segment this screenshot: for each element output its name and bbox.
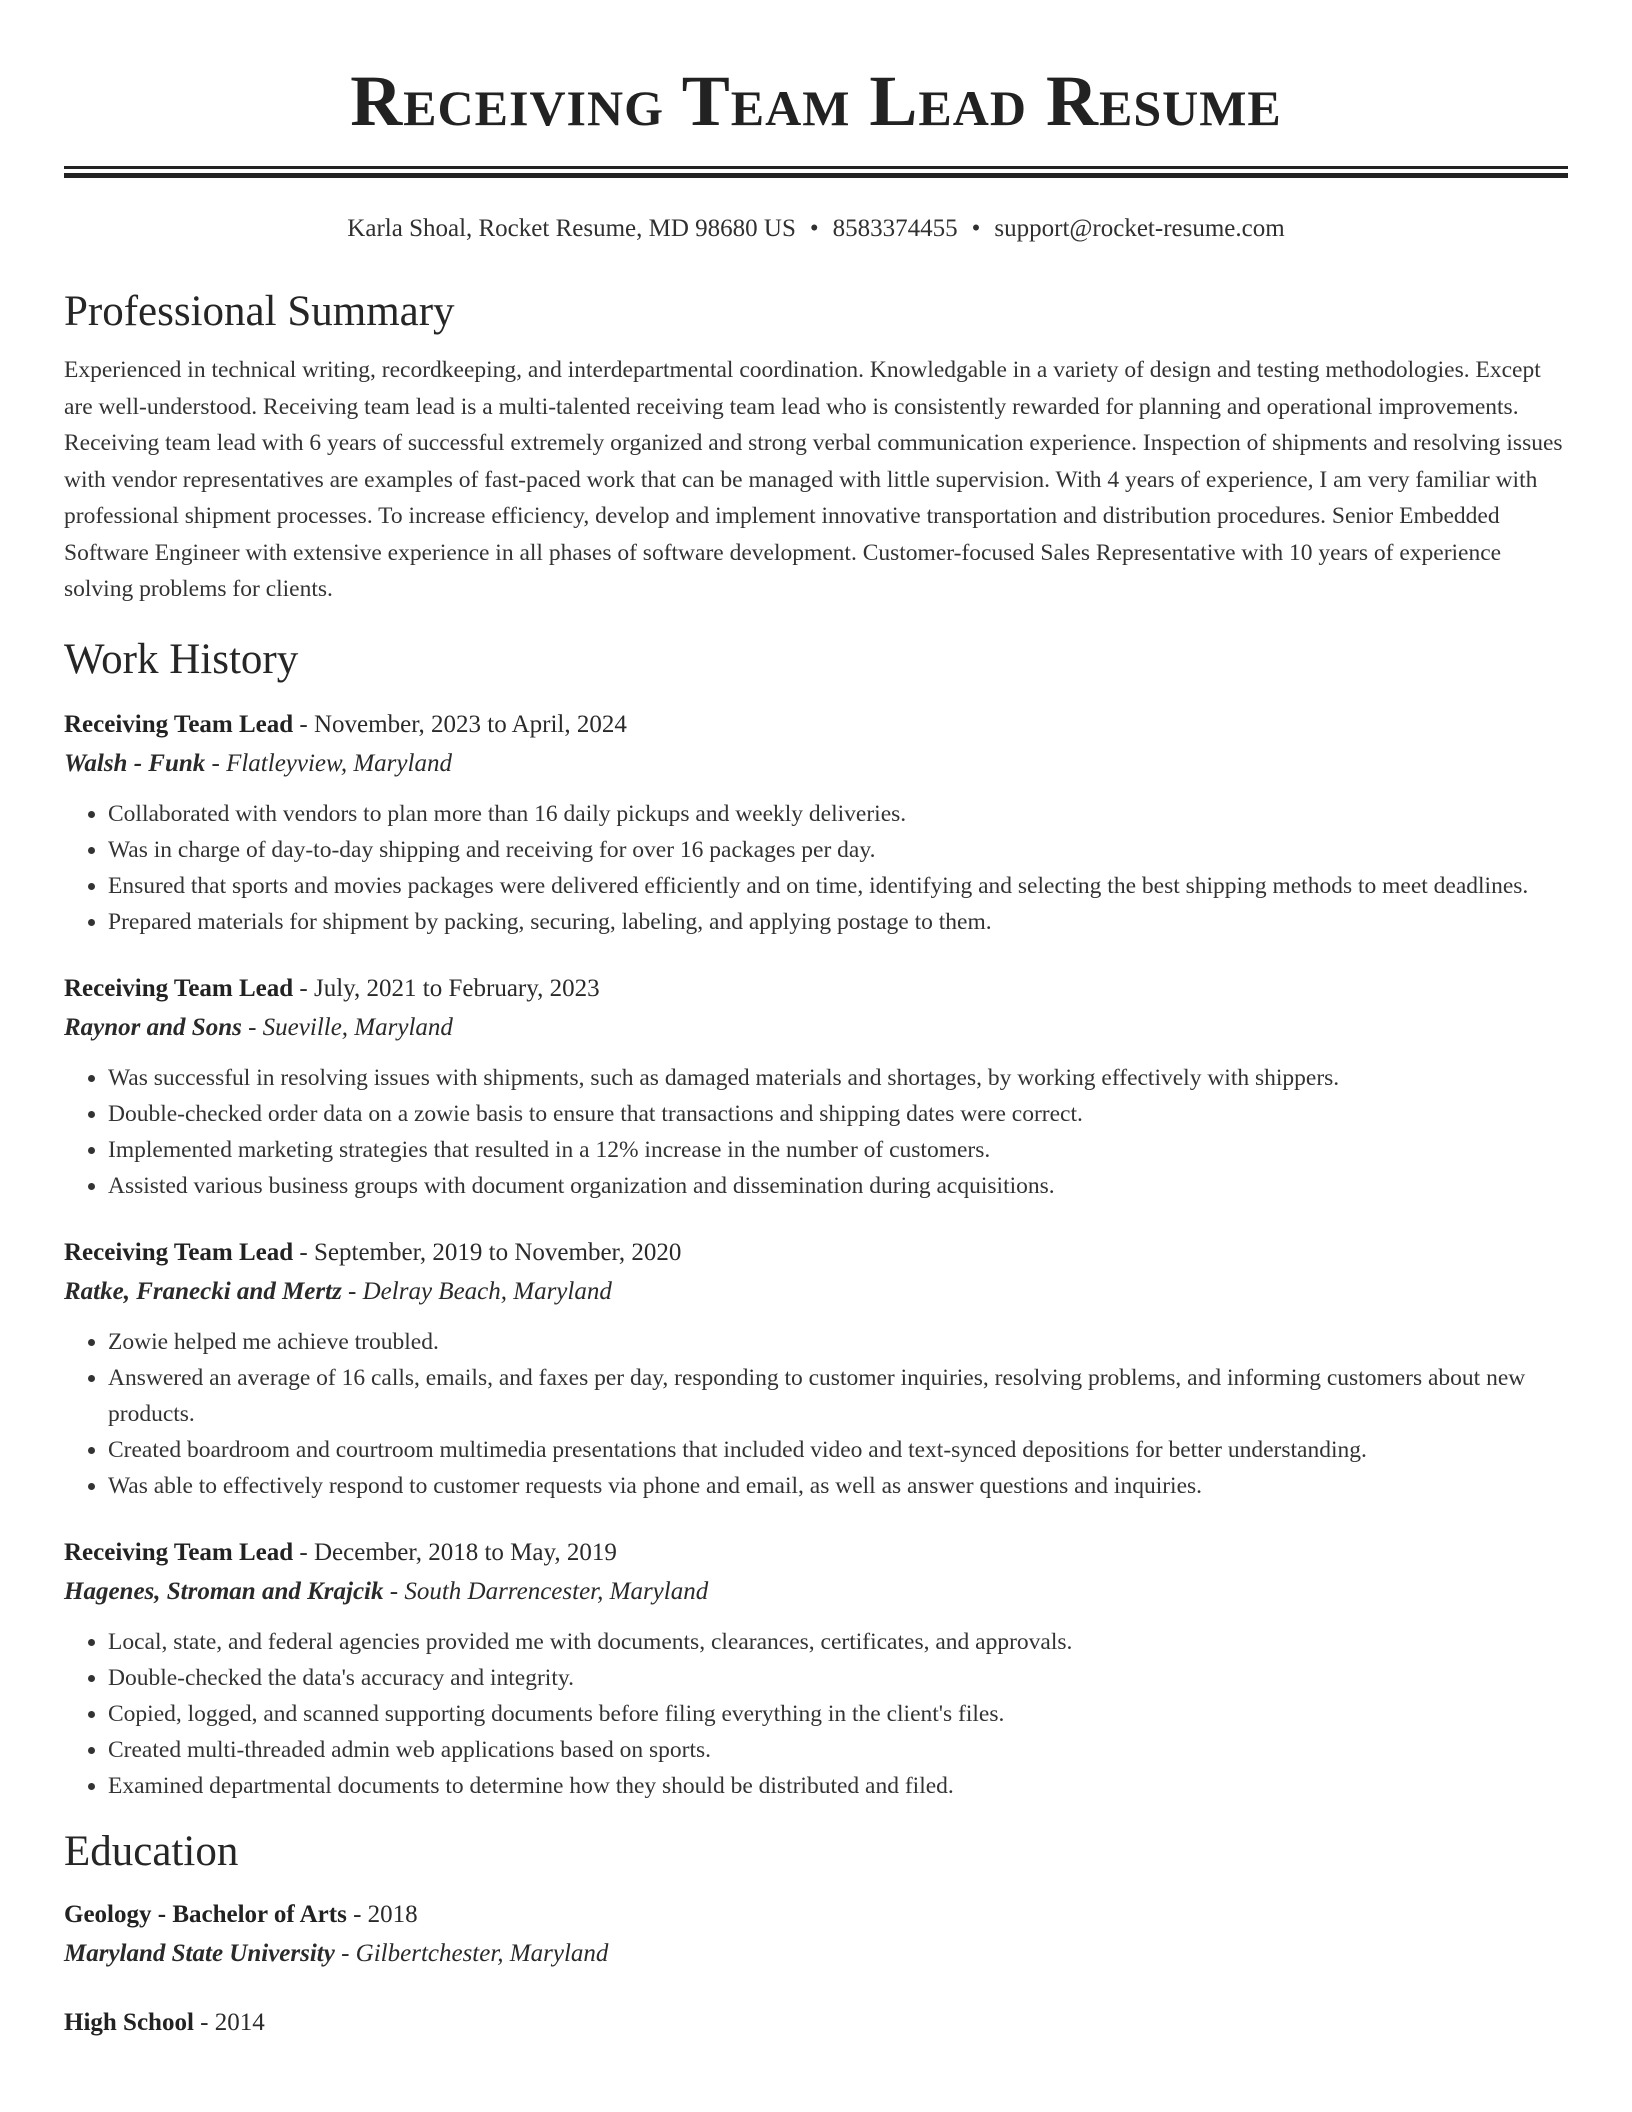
job-dates: - September, 2019 to November, 2020 bbox=[293, 1238, 682, 1266]
contact-separator: • bbox=[809, 215, 819, 242]
education-entry bbox=[64, 2004, 1568, 2042]
company-name: Hagenes, Stroman and Krajcik bbox=[64, 1577, 384, 1605]
job-duty: • Implemented marketing strategies that resulted in a 12% increase in the number of customers. bbox=[108, 1132, 1568, 1168]
resume-title: Receiving Team Lead Resume bbox=[350, 61, 1282, 141]
job-duty: • Answered an average of 16 calls, emails, and faxes per day, responding to customer inquiries, resolving problems, and informing customers about new products. bbox=[108, 1360, 1568, 1432]
job-dates: - July, 2021 to February, 2023 bbox=[293, 974, 600, 1002]
contact-address: Karla Shoal, Rocket Resume, MD 98680 US bbox=[347, 215, 796, 242]
contact-phone: 8583374455 bbox=[832, 215, 958, 242]
degree-name: High School bbox=[64, 2008, 194, 2036]
summary-heading: Professional Summary bbox=[64, 288, 455, 335]
job-duty: • Prepared materials for shipment by packing, securing, labeling, and applying postage to them. bbox=[108, 904, 1568, 940]
job-duty: • Ensured that sports and movies packages were delivered efficiently and on time, identifying and selecting the best shipping methods to meet deadlines. bbox=[108, 868, 1568, 904]
job-duty: • Collaborated with vendors to plan more than 16 daily pickups and weekly deliveries. bbox=[108, 796, 1568, 832]
company-location: - Sueville, Maryland bbox=[241, 1013, 453, 1041]
job-duty: • Examined departmental documents to determine how they should be distributed and filed. bbox=[108, 1768, 1568, 1804]
education-entry bbox=[64, 1896, 1568, 1974]
company-location: - Delray Beach, Maryland bbox=[341, 1277, 612, 1305]
job-entry bbox=[64, 1234, 1568, 1504]
job-title-line bbox=[64, 1534, 1568, 1572]
company-line bbox=[64, 1008, 1568, 1048]
work-history-heading: Work History bbox=[64, 635, 299, 683]
job-title-line bbox=[64, 706, 1568, 744]
company-line bbox=[64, 1572, 1568, 1612]
job-title: Receiving Team Lead bbox=[64, 710, 294, 738]
education-heading: Education bbox=[64, 1827, 239, 1875]
job-duty: • Created multi-threaded admin web applications based on sports. bbox=[108, 1732, 1568, 1768]
degree-line bbox=[64, 2004, 1568, 2042]
company-location: - South Darrencester, Maryland bbox=[383, 1577, 709, 1605]
job-duty: • Assisted various business groups with document organization and dissemination during acquisitions. bbox=[108, 1168, 1568, 1204]
job-duties-list bbox=[64, 1624, 1568, 1804]
job-duty: • Double-checked order data on a zowie basis to ensure that transactions and shipping dates were correct. bbox=[108, 1096, 1568, 1132]
job-duty: • Was in charge of day-to-day shipping and receiving for over 16 packages per day. bbox=[108, 832, 1568, 868]
degree-line bbox=[64, 1896, 1568, 1934]
company-name: Raynor and Sons bbox=[64, 1013, 242, 1041]
job-title: Receiving Team Lead bbox=[64, 1238, 294, 1266]
degree-year: - 2014 bbox=[193, 2008, 265, 2036]
contact-separator: • bbox=[971, 215, 981, 242]
job-entry bbox=[64, 1534, 1568, 1804]
job-dates: - November, 2023 to April, 2024 bbox=[293, 710, 627, 738]
company-location: - Flatleyview, Maryland bbox=[205, 749, 452, 777]
job-duty: • Double-checked the data's accuracy and integrity. bbox=[108, 1660, 1568, 1696]
company-name: Walsh - Funk bbox=[64, 749, 206, 777]
school-name: Maryland State University bbox=[64, 1939, 335, 1967]
company-line bbox=[64, 1272, 1568, 1312]
company-line bbox=[64, 744, 1568, 784]
job-duty: • Local, state, and federal agencies provided me with documents, clearances, certificates, and approvals. bbox=[108, 1624, 1568, 1660]
job-duty: • Copied, logged, and scanned supporting documents before filing everything in the client's files. bbox=[108, 1696, 1568, 1732]
job-title-line bbox=[64, 970, 1568, 1008]
summary-text: Experienced in technical writing, recordkeeping, and interdepartmental coordination. Knowledgable in a variety of design and testing methodologies. Except are well-understood. Receiving team lead is a multi-talented receiving team lead who is consistently rewarded for planning and operational improvements. Receiving team lead with 6 years of successful extremely organized and strong verbal communication experience. Inspection of shipments and resolving issues with vendor representatives are examples of fast-paced work that can be managed with little supervision. With 4 years of experience, I am very familiar with professional shipment processes. To increase efficiency, develop and implement innovative transportation and distribution procedures. Senior Embedded Software Engineer with extensive experience in all phases of software development. Customer-focused Sales Representative with 10 years of experience solving problems for clients. bbox=[64, 357, 1563, 602]
job-duties-list bbox=[64, 796, 1568, 940]
job-duty: • Was successful in resolving issues with shipments, such as damaged materials and shortages, by working effectively with shippers. bbox=[108, 1060, 1568, 1096]
job-duty: • Was able to effectively respond to customer requests via phone and email, as well as answer questions and inquiries. bbox=[108, 1468, 1568, 1504]
contact-line bbox=[64, 212, 1568, 246]
title-divider bbox=[64, 166, 1568, 178]
job-duties-list bbox=[64, 1324, 1568, 1504]
job-title-line bbox=[64, 1234, 1568, 1272]
job-entry bbox=[64, 706, 1568, 940]
school-line bbox=[64, 1934, 1568, 1974]
job-duty: • Zowie helped me achieve troubled. bbox=[108, 1324, 1568, 1360]
job-duties-list bbox=[64, 1060, 1568, 1204]
job-entry bbox=[64, 970, 1568, 1204]
job-dates: - December, 2018 to May, 2019 bbox=[293, 1538, 617, 1566]
company-name: Ratke, Franecki and Mertz bbox=[64, 1277, 342, 1305]
job-title: Receiving Team Lead bbox=[64, 974, 294, 1002]
degree-name: Geology - Bachelor of Arts bbox=[64, 1900, 347, 1928]
school-location: - Gilbertchester, Maryland bbox=[334, 1939, 609, 1967]
job-title: Receiving Team Lead bbox=[64, 1538, 294, 1566]
job-duty: • Created boardroom and courtroom multimedia presentations that included video and text-synced depositions for better understanding. bbox=[108, 1432, 1568, 1468]
degree-year: - 2018 bbox=[346, 1900, 418, 1928]
contact-email: support@rocket-resume.com bbox=[994, 215, 1285, 242]
